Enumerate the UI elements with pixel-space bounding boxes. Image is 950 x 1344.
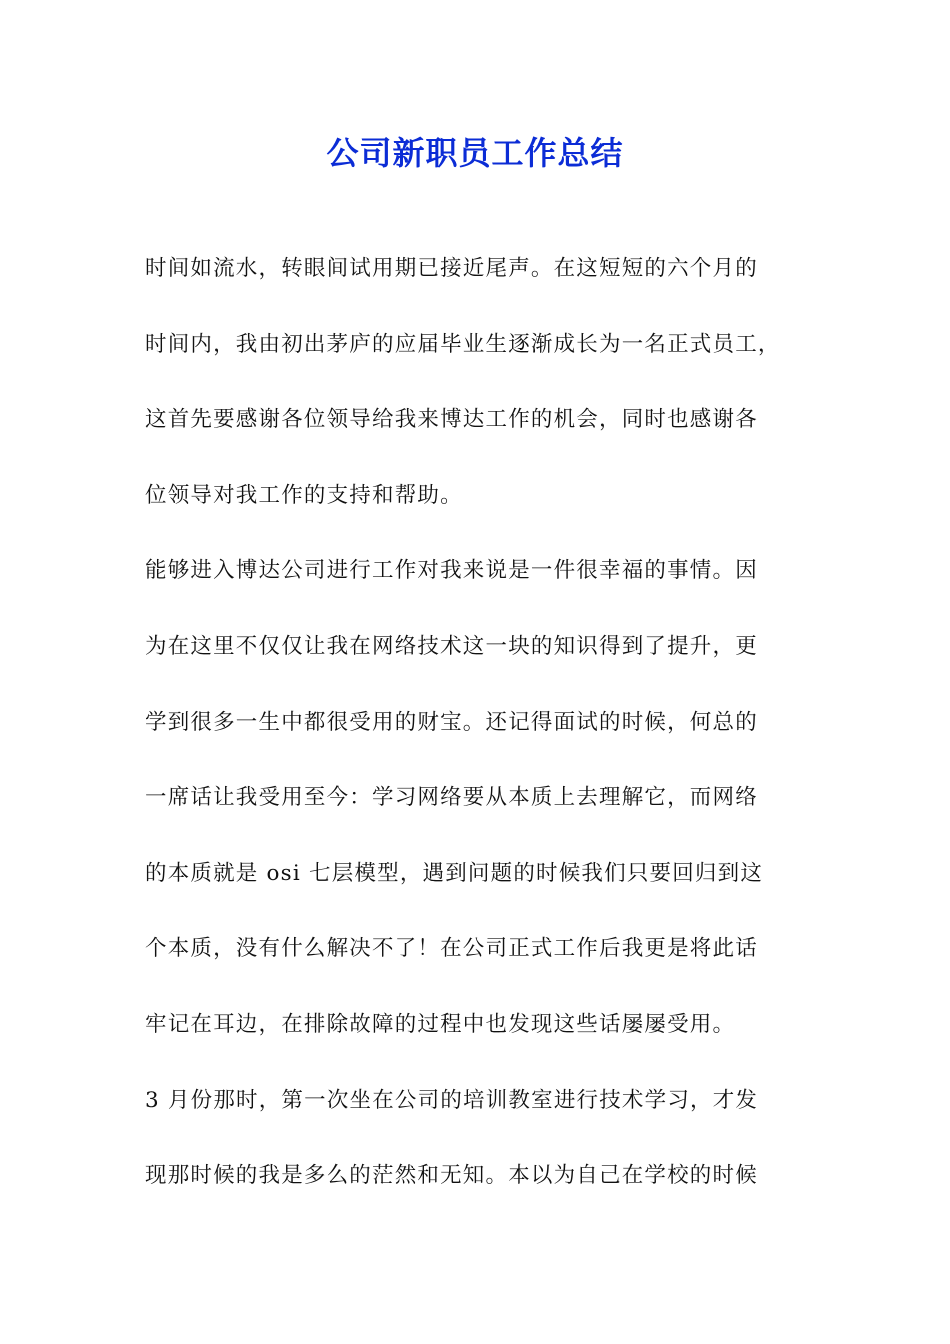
paragraph-2 xyxy=(145,555,810,1084)
text-line: 的本质就是 osi 七层模型，遇到问题的时候我们只要回归到这 xyxy=(145,860,764,886)
text-line: 时间内，我由初出茅庐的应届毕业生逐渐成长为一名正式员工， xyxy=(145,331,781,357)
document-title: 公司新职员工作总结 xyxy=(326,134,624,172)
text-line: 3 月份那时，第一次坐在公司的培训教室进行技术学习，才发 xyxy=(145,1087,759,1113)
paragraph-1 xyxy=(145,253,810,555)
text-line: 个本质，没有什么解决不了！在公司正式工作后我更是将此话 xyxy=(145,936,758,962)
paragraph-3 xyxy=(145,1085,810,1236)
text-line: 现那时候的我是多么的茫然和无知。本以为自己在学校的时候 xyxy=(145,1163,758,1189)
text-line: 这首先要感谢各位领导给我来博达工作的机会，同时也感谢各 xyxy=(145,407,758,433)
text-line: 学到很多一生中都很受用的财宝。还记得面试的时候，何总的 xyxy=(145,709,758,735)
text-line: 一席话让我受用至今：学习网络要从本质上去理解它，而网络 xyxy=(145,785,758,811)
text-line: 牢记在耳边，在排除故障的过程中也发现这些话屡屡受用。 xyxy=(145,1011,736,1037)
text-line: 能够进入博达公司进行工作对我来说是一件很幸福的事情。因 xyxy=(145,558,758,584)
text-line: 位领导对我工作的支持和帮助。 xyxy=(145,482,463,508)
document-body xyxy=(145,253,810,1236)
text-line: 时间如流水，转眼间试用期已接近尾声。在这短短的六个月的 xyxy=(145,256,758,281)
text-line: 为在这里不仅仅让我在网络技术这一块的知识得到了提升，更 xyxy=(145,633,758,659)
